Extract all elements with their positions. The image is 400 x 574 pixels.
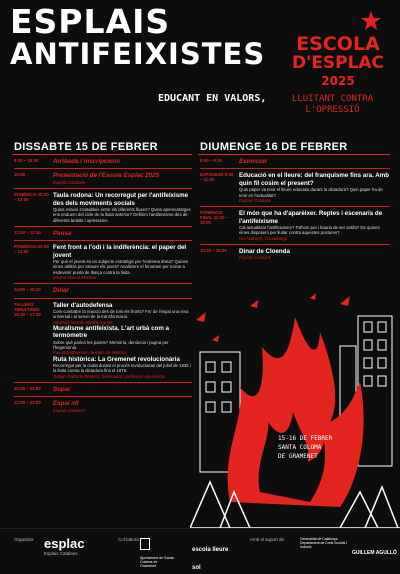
event-title: Taller d'autodefensa [53,301,113,309]
event-title: Muralisme antifeixista. L'art urbà com a termòmetre [53,324,169,340]
event-speaker: Esplais Catalans [53,179,86,185]
event-time-label: EXPOSICIÓ 9:30 – 11:00 [200,172,234,183]
schedule-event [14,172,192,185]
event-title: Espai nit [53,400,79,408]
organitza-label: Organitza [14,537,34,542]
event-divider [14,298,192,299]
event-time-label: 9:30 – 10:00 [14,158,39,163]
flame-illustration [190,292,400,528]
event-title: Sopar [53,385,71,393]
event-speaker: Isa Andrisch, Coordinega [239,235,288,241]
generalitat-text: Generalitat de Catalunya Departament de Drets Socials i Inclusió [300,537,347,549]
event-time-label: 9:00 – 9:30 [200,158,222,163]
event-title: Fent front a l'odi i la indiferència: el paper del jovent [53,244,187,259]
event-title: Esmorzar [239,158,268,165]
colabora-label: Col·labora [118,537,139,542]
event-description: Com combatre la reacció des de tots els fronts? Fer de l'espai una eina universal i al servei de la transformació. [53,309,189,320]
event-divider [14,226,192,227]
event-speaker: Esplais Catalans [53,407,86,413]
event-speaker: Juanjo Gallardo Romero, historiador i professor universitari [53,373,166,379]
schedule-event [14,244,192,280]
event-divider [200,244,390,245]
event-divider [14,168,192,169]
event-title: Arribada i inscripcions [53,158,121,165]
saturday-heading: DISSABTE 15 DE FEBRER [14,141,158,153]
schedule-event [14,158,192,165]
event-time-label: PONÈNCIA 12:30 – 14:00 [14,244,49,255]
schedule-event [200,210,390,241]
suport-label: Amb el suport de [250,537,285,542]
event-divider [14,382,192,383]
escola-lleure-text: escola lleure sol [192,547,229,571]
escola-line-2: D'ESPLAC [291,53,385,73]
event-time-label: 13:30 – 15:00 [200,247,227,253]
schedule-event [200,172,390,203]
sunday-divider [198,154,390,155]
event-title: Dinar de Cloenda [239,247,290,255]
event-title: Dinar [53,287,69,295]
event-speaker: Pau Brandbrenner de Murs de Història [53,350,127,356]
escola-year: 2025 [321,74,355,88]
star-icon [360,10,382,32]
schedule-event [14,230,192,237]
event-description: Recorregut per la ciutat durant el procés revolucionari del juliol de 1936 i la lluita contra la dictadura fins el 1976. [53,363,191,374]
schedule-event [14,356,192,379]
event-title: Ruta històrica: La Gremenet revolucionària [53,355,180,363]
footer [0,528,400,571]
tagline-left: EDUCANT EN VALORS, [158,93,267,104]
schedule-event [200,248,390,261]
event-divider [14,396,192,397]
art-place-text-2: DE GRAMENET [278,453,318,460]
event-divider [14,240,192,241]
escola-lleure-logo [192,538,232,574]
event-time-label: 14:00 – 15:30 [14,287,41,293]
event-time-label: TALLERS SIMULTANIS 15:30 – 17:30 [14,301,41,317]
event-time-label: 20:00 – 21:00 [14,385,41,391]
schedule-event [14,302,192,325]
event-description: Quin paper va tenir el lleure educatiu durant la dictadura? Quin paper ha de tenir en l'actualitat? [239,187,383,198]
esplac-logo-text: esplac [44,536,85,551]
escola-esplac-logo [283,34,393,89]
event-title: Presentació de l'Escola Esplac 2025 [53,172,160,180]
event-divider [200,206,390,207]
event-divider [200,168,390,169]
saturday-divider [12,154,192,155]
schedule-event [14,386,192,393]
guillem-agullo-logo [352,541,397,559]
event-speaker: Esplais Catalans [239,255,272,261]
title-line-1: ESPLAIS [10,2,171,41]
event-speaker: Marina García Moreno [53,274,96,280]
guillem-text: GUILLEM AGULLÓ [352,550,397,556]
event-time-label: 22:00 – 23:00 [14,400,41,406]
event-title: El món que ha d'aparèixer. Reptes i escenaris de l'antifeixisme [239,210,383,225]
schedule-event [14,287,192,294]
escola-line-1: ESCOLA [296,33,380,55]
art-place-text: SANTA COLOMA [278,444,322,451]
event-title: Pausa [53,229,72,237]
generalitat-logo [300,537,350,549]
schedule-event [14,192,192,223]
event-description: Per què el jovent és un subjecte estratègic per l'extrema dreta? Quines eines utilitza per atraure els joves? Analitzem el fenomen per tornar a esdevenir punta de llança contra la lluita. [53,259,189,275]
event-time-label: 10:00 [14,172,25,178]
event-divider [14,283,192,284]
event-description: Cal actualitzar l'antifeixisme? Tothom pot i hauria de ser antifa? De quines eines disposem per lluitar contra aquestes postures? [239,224,380,236]
sunday-heading: DIUMENGE 16 DE FEBRER [200,141,348,153]
sunday-schedule [200,158,390,261]
esplac-logo-sub: Esplais Catalans [44,551,78,556]
shield-icon [140,538,150,550]
event-time-label: PONÈNCIA FINAL 11:30 – 13:00 [200,210,229,226]
event-title: Educació en el lleure: del franquisme fins ara. Amb quin fil cosim el present? [239,172,390,187]
event-description: Quina relació s'estableix entre els diferents fluxes? Quins aprenentatges ens enduem del cicle de la lluita anterior? Definim l'antifeixisme des de diferents àmbits i opressions. [53,206,191,223]
event-speaker: Alcampo Maroto Matilde Landa [53,319,113,325]
schedule-event [200,158,390,165]
event-title: Taula rodona: Un recorregut per l'antifeixisme des dels moviments socials [53,192,189,207]
event-time-label: PONÈNCIA 10:30 – 12:00 [14,192,49,203]
event-speaker: Esplais Catalans [239,197,272,203]
schedule-event [14,400,192,413]
tagline-right: LLUITANT CONTRA L'OPRESSIÓ [291,94,374,115]
art-date-text: 15-16 DE FEBRER [278,435,333,442]
ajuntament-text: Ajuntament de Santa Coloma de Gramenet [140,555,174,568]
saturday-schedule [14,158,192,413]
title-line-2: ANTIFEIXISTES [10,37,266,71]
event-time-label: 12:00 – 12:30 [14,229,41,235]
esplac-logo [44,537,84,556]
schedule-event [14,325,192,356]
event-divider [14,188,192,189]
event-description: Sobre què parlen les parets? Memòria, denúncia i pugna per l'hegemonia. [53,339,169,351]
poster-title [10,2,280,71]
